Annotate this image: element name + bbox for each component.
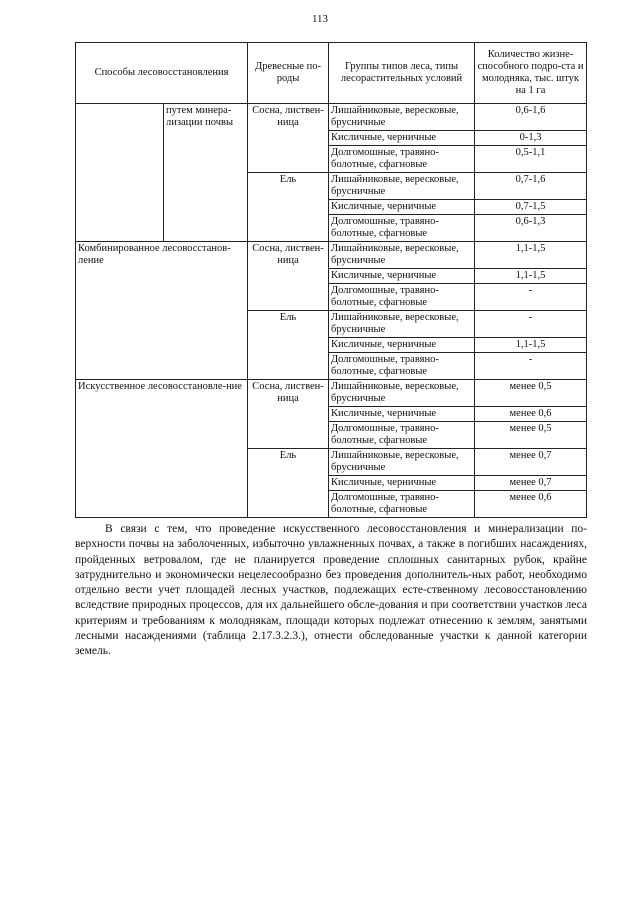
method-subtype-cell: путем минера-лизации почвы [164,104,248,242]
table-body [76,104,587,518]
quantity-cell: 0,7-1,5 [475,200,587,215]
forest-type-cell: Кисличные, черничные [329,200,475,215]
forest-type-cell: Лишайниковые, вересковые, брусничные [329,311,475,338]
forest-type-cell: Долгомошные, травяно-болотные, сфагновые [329,215,475,242]
forest-type-cell: Кисличные, черничные [329,338,475,353]
forest-type-cell: Долгомошные, травяно-болотные, сфагновые [329,353,475,380]
quantity-cell: менее 0,6 [475,491,587,518]
quantity-cell: 0-1,3 [475,131,587,146]
forest-type-cell: Долгомошные, травяно-болотные, сфагновые [329,422,475,449]
quantity-cell: менее 0,5 [475,422,587,449]
forest-type-cell: Кисличные, черничные [329,476,475,491]
quantity-cell: 1,1-1,5 [475,338,587,353]
quantity-cell: 1,1-1,5 [475,269,587,284]
species-cell: Сосна, листвен-ница [248,104,329,173]
forest-type-cell: Долгомошные, травяно-болотные, сфагновые [329,146,475,173]
species-cell: Ель [248,311,329,380]
table-row [76,380,587,407]
table-row [76,104,587,131]
forest-type-cell: Лишайниковые, вересковые, брусничные [329,380,475,407]
header-species: Древесные по-роды [248,43,329,104]
page-number: 113 [311,13,329,25]
header-quantity: Количество жизне-способного подро-ста и молодняка, тыс. штук на 1 га [475,43,587,104]
forest-restoration-table [75,42,587,518]
quantity-cell: 0,6-1,3 [475,215,587,242]
species-cell: Сосна, листвен-ница [248,242,329,311]
forest-type-cell: Лишайниковые, вересковые, брусничные [329,242,475,269]
forest-type-cell: Кисличные, черничные [329,407,475,422]
quantity-cell: 0,7-1,6 [475,173,587,200]
header-forest-types: Группы типов леса, типы лесорастительных условий [329,43,475,104]
quantity-cell: 1,1-1,5 [475,242,587,269]
quantity-cell: менее 0,5 [475,380,587,407]
species-cell: Ель [248,449,329,518]
forest-type-cell: Лишайниковые, вересковые, брусничные [329,449,475,476]
quantity-cell: 0,6-1,6 [475,104,587,131]
quantity-cell: - [475,311,587,338]
table-header-row [76,43,587,104]
species-cell: Ель [248,173,329,242]
quantity-cell: 0,5-1,1 [475,146,587,173]
method-cell: Комбинированное лесовосстанов-ление [76,242,248,380]
species-cell: Сосна, листвен-ница [248,380,329,449]
forest-type-cell: Долгомошные, травяно-болотные, сфагновые [329,284,475,311]
quantity-cell: менее 0,7 [475,476,587,491]
forest-type-cell: Кисличные, черничные [329,269,475,284]
body-paragraph: В связи с тем, что проведение искусственного лесовосстановления и минерализации по-верхности почвы на заболоченных, избыточно увлажненных почвах, а также в погибших насаждениях, пройденных ветровалом, где не планируется проведение сплошных санитарных рубок, крайне затруднительно и экономически нецелесообразно без проведения дополнитель-ных работ, необходимо отдельно вести учет площадей лесных участков, подлежащих есте-ственному лесовосстановлению вследствие природных процессов, для их дальнейшего обсле-дования и при соответствии участков леса критериям и требованиям к молоднякам, площади которых подлежат отнесению к землям, занятыми лесными насаждениями (таблица 2.17.3.2.3.), отнести обследованные участки к данной категории земель. [75,523,587,658]
forest-type-cell: Лишайниковые, вересковые, брусничные [329,173,475,200]
quantity-cell: - [475,284,587,311]
forest-type-cell: Долгомошные, травяно-болотные, сфагновые [329,491,475,518]
quantity-cell: менее 0,7 [475,449,587,476]
table-row [76,242,587,269]
forest-type-cell: Кисличные, черничные [329,131,475,146]
method-cell: Искусственное лесовосстановле-ние [76,380,248,518]
header-method: Способы лесовосстановления [76,43,248,104]
method-cell-empty [76,104,164,242]
quantity-cell: менее 0,6 [475,407,587,422]
forest-type-cell: Лишайниковые, вересковые, брусничные [329,104,475,131]
quantity-cell: - [475,353,587,380]
